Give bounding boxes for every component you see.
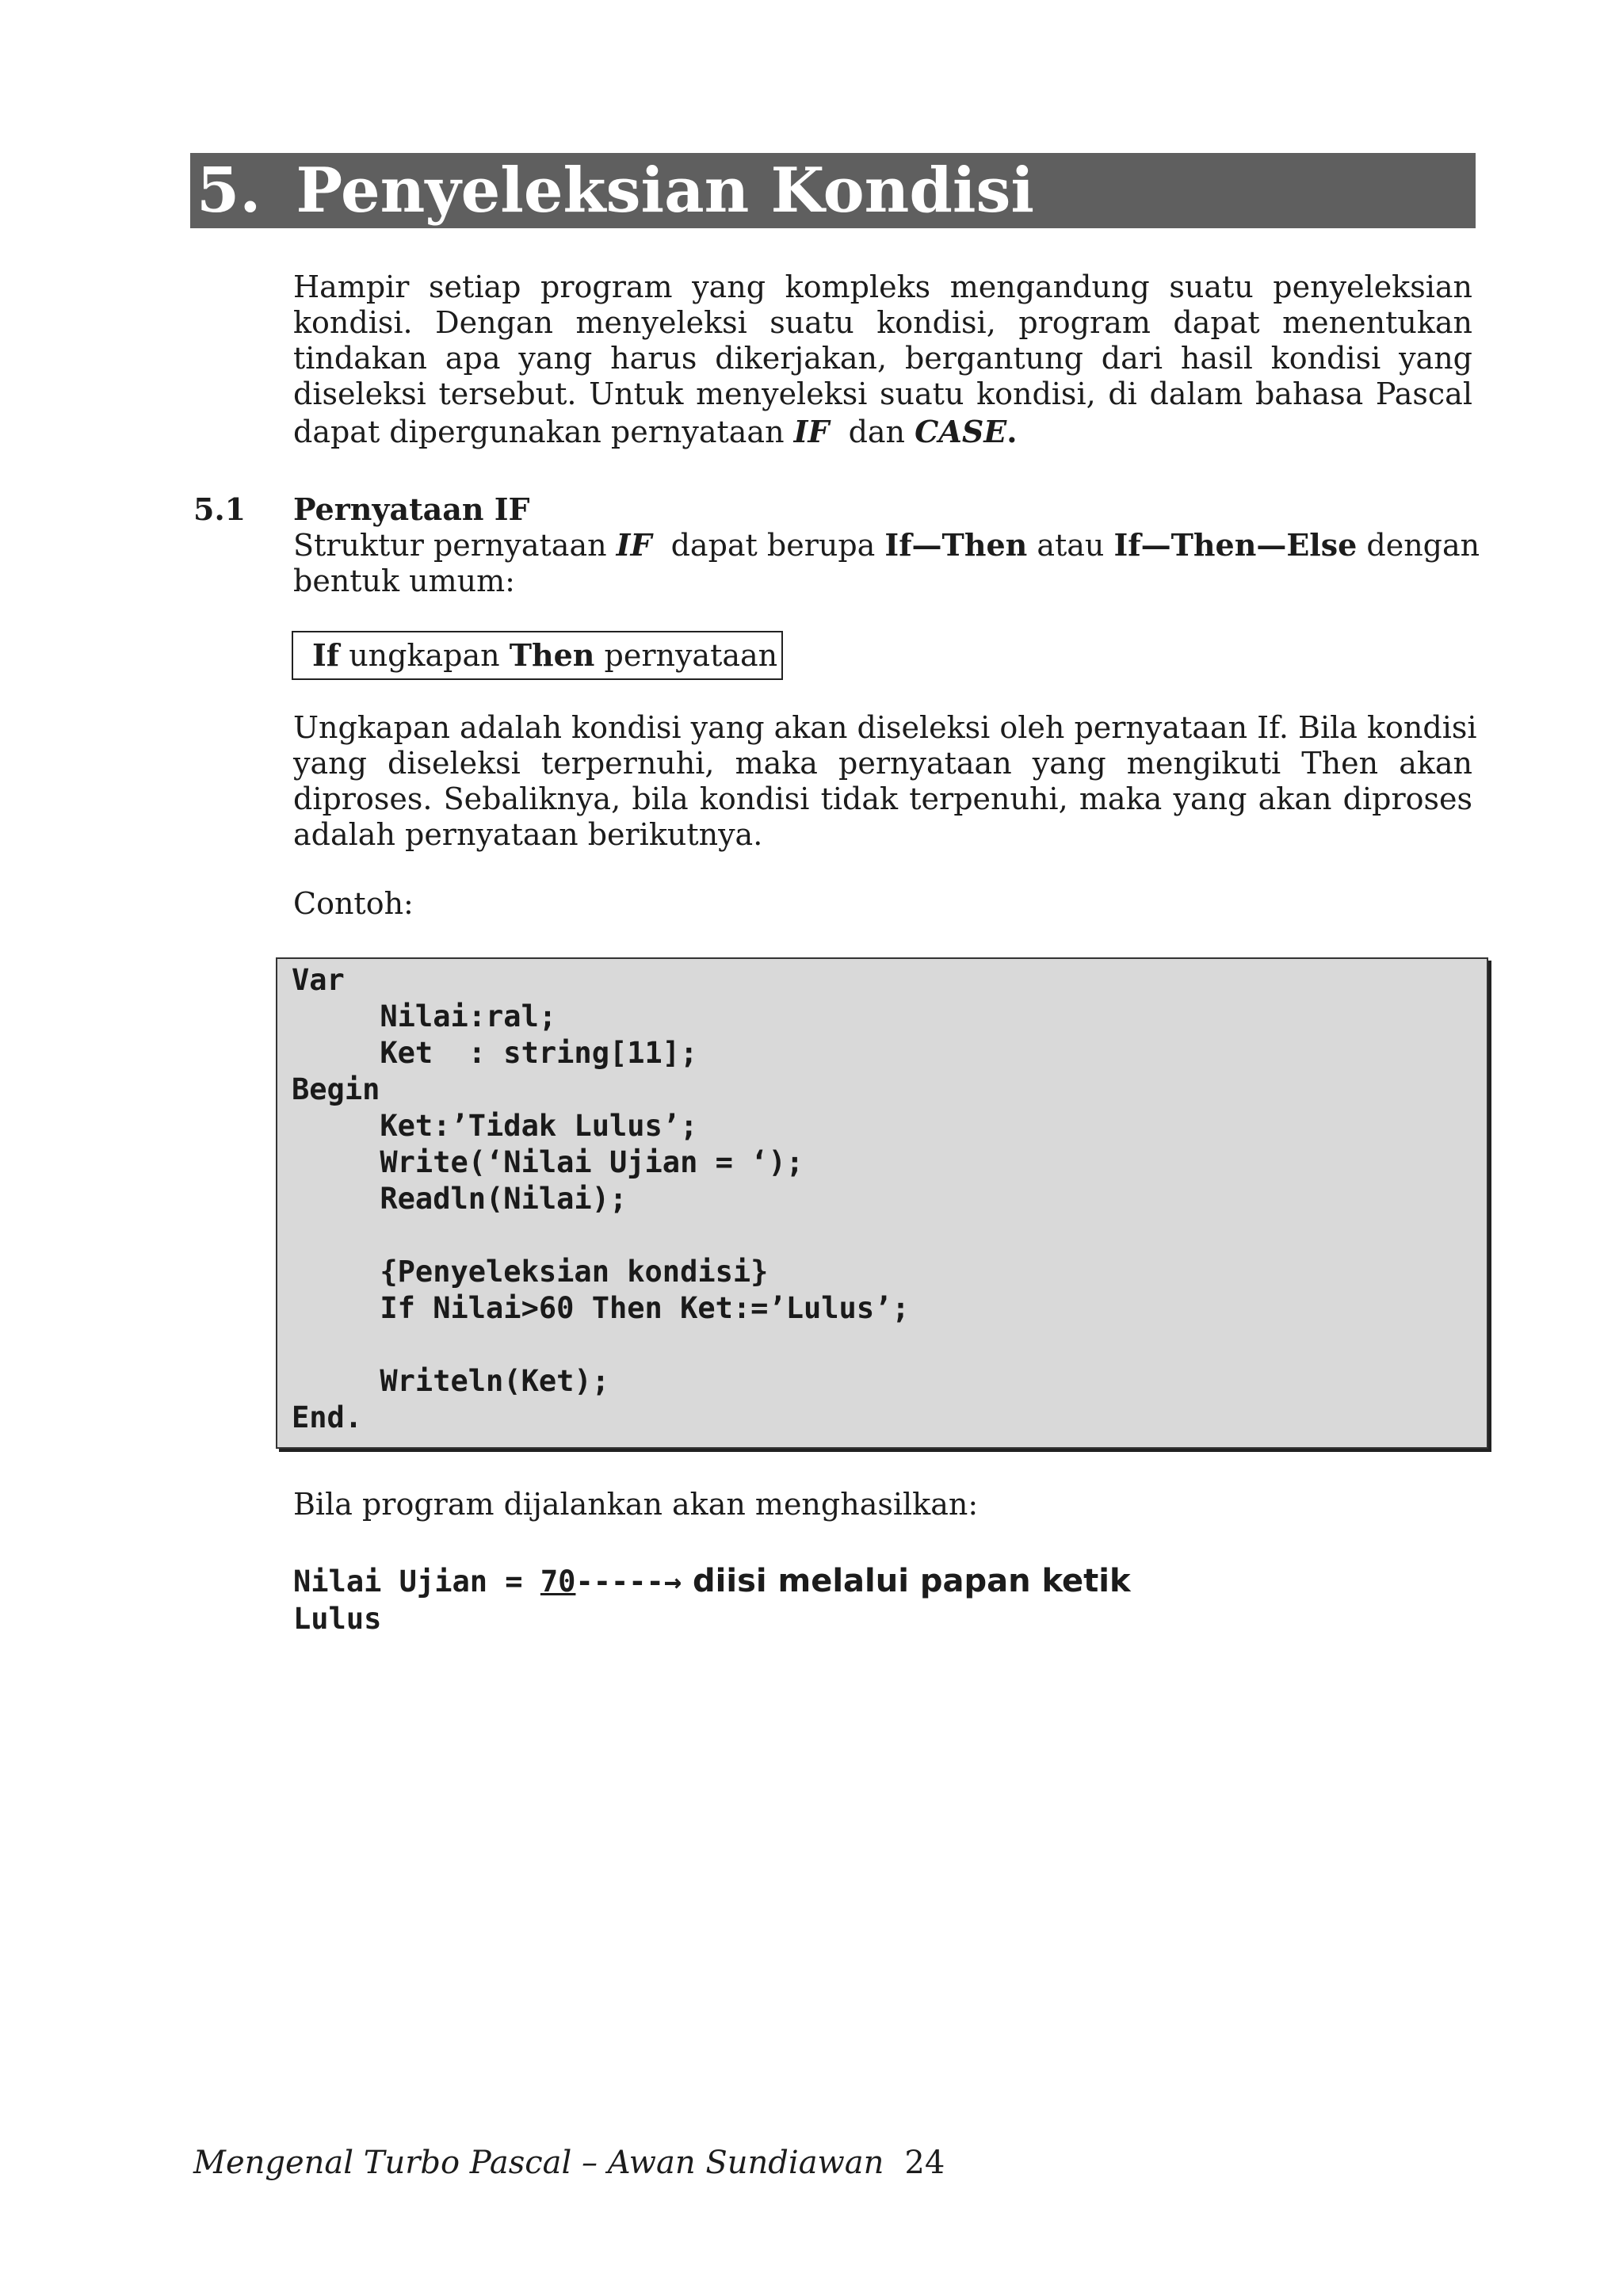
syntax-box: If ungkapan Then pernyataan: [292, 631, 783, 680]
output-input-value: 70: [540, 1564, 576, 1599]
footer-text: Mengenal Turbo Pascal – Awan Sundiawan: [193, 2145, 884, 2181]
code-line: Ket:’Tidak Lulus’;: [292, 1109, 698, 1143]
explanation-line: diproses. Sebaliknya, bila kondisi tidak terpenuhi, maka yang akan diproses: [293, 781, 1472, 816]
section-intro-line: bentuk umum:: [293, 563, 515, 598]
chapter-number: 5.: [197, 155, 262, 227]
result-intro: Bila program dijalankan akan menghasilkan:: [293, 1487, 979, 1522]
intro-line: kondisi. Dengan menyeleksi suatu kondisi, program dapat menentukan: [293, 305, 1472, 340]
chapter-title-text: Penyeleksian Kondisi: [296, 155, 1035, 227]
code-line: Writeln(Ket);: [292, 1364, 609, 1398]
explanation-line: adalah pernyataan berikutnya.: [293, 817, 763, 852]
page-footer: [193, 2145, 945, 2181]
intro-line-last: dapat dipergunakan pernyataan IF dan CASE.: [293, 414, 1018, 449]
code-line: End.: [292, 1400, 363, 1435]
explanation-paragraph: [293, 710, 1477, 853]
code-line: Readln(Nilai);: [292, 1182, 628, 1216]
section-title: Pernyataan IF: [293, 491, 530, 527]
output-line-1: [293, 1563, 1131, 1600]
output-prompt: Nilai Ujian =: [293, 1564, 540, 1599]
code-line: Nilai:ral;: [292, 999, 557, 1033]
code-line: Write(‘Nilai Ujian = ‘);: [292, 1145, 804, 1179]
chapter-title: [197, 153, 1034, 228]
section-number: 5.1: [193, 491, 246, 527]
section-intro: [293, 527, 1480, 599]
explanation-line: yang diseleksi terpernuhi, maka pernyataan yang mengikuti Then akan: [293, 746, 1472, 781]
output-note: diisi melalui papan ketik: [682, 1563, 1131, 1599]
page-number: 24: [904, 2145, 945, 2181]
intro-line: Hampir setiap program yang kompleks mengandung suatu penyeleksian: [293, 269, 1472, 304]
code-line: If Nilai>60 Then Ket:=’Lulus’;: [292, 1291, 910, 1325]
output-line-2: Lulus: [293, 1602, 382, 1636]
intro-line: tindakan apa yang harus dikerjakan, bergantung dari hasil kondisi yang: [293, 341, 1472, 376]
intro-paragraph: [293, 269, 1472, 452]
section-intro-line: Struktur pernyataan IF dapat berupa If—Then atau If—Then—Else dengan: [293, 527, 1480, 563]
code-block: [276, 957, 1488, 1449]
code-line: Begin: [292, 1072, 380, 1106]
code-line: {Penyeleksian kondisi}: [292, 1255, 769, 1289]
example-label: Contoh:: [293, 886, 414, 921]
output-arrow: -----→: [575, 1564, 682, 1599]
code-line: Ket : string[11];: [292, 1036, 698, 1070]
code-line: Var: [292, 963, 345, 997]
intro-line: diseleksi tersebut. Untuk menyeleksi suatu kondisi, di dalam bahasa Pascal: [293, 376, 1472, 411]
explanation-line: Ungkapan adalah kondisi yang akan diseleksi oleh pernyataan If. Bila kondisi: [293, 710, 1477, 745]
